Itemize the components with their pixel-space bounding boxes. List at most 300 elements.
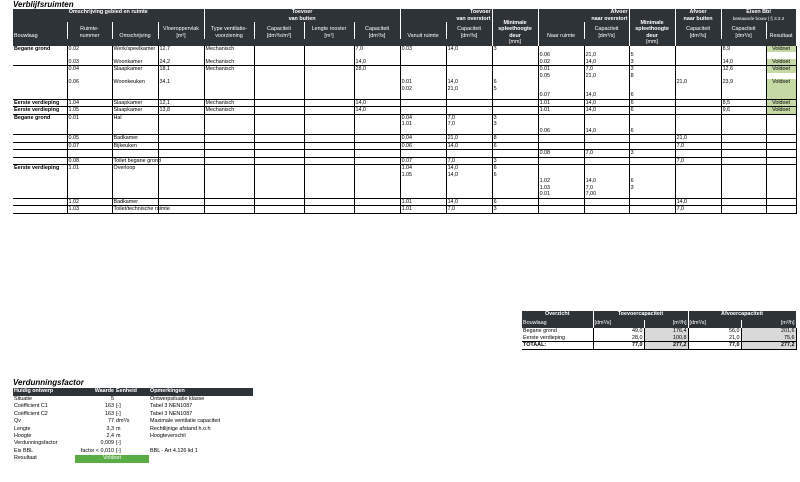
table-cell: 14,0 bbox=[584, 99, 629, 106]
table-cell bbox=[584, 135, 629, 143]
table-cell bbox=[492, 191, 538, 198]
header-eisen-bbl-sub: bestaande bouw | § 3.3.2 bbox=[732, 15, 785, 21]
table-cell: 7,0 bbox=[675, 206, 721, 214]
result-cell bbox=[766, 135, 796, 143]
table-cell: 24,2 bbox=[158, 59, 204, 66]
vf-cell: Hoogteverschil bbox=[150, 432, 186, 439]
table-cell bbox=[304, 165, 354, 172]
table-cell bbox=[446, 66, 492, 73]
table-cell: 7,0 bbox=[675, 142, 721, 150]
table-cell bbox=[13, 150, 67, 158]
table-cell: 1.01 bbox=[400, 121, 446, 128]
table-cell: Mechanisch bbox=[204, 46, 254, 53]
result-cell: Voldoet bbox=[766, 59, 796, 66]
table-cell bbox=[538, 135, 584, 143]
table-cell: 7,0 bbox=[584, 150, 629, 158]
table-cell: 14,0 bbox=[446, 79, 492, 86]
table-cell bbox=[254, 114, 304, 121]
table-cell: 14,0 bbox=[446, 172, 492, 179]
table-cell: 0.04 bbox=[67, 66, 112, 73]
table-cell bbox=[354, 128, 400, 135]
table-cell bbox=[400, 128, 446, 135]
table-cell bbox=[254, 66, 304, 73]
table-cell: Slaapkamer bbox=[112, 99, 158, 106]
table-cell bbox=[446, 191, 492, 198]
table-cell bbox=[400, 107, 446, 114]
table-cell bbox=[158, 165, 204, 172]
header-omschrijving: Omschrijving gebied en ruimte bbox=[13, 9, 204, 22]
table-cell bbox=[13, 198, 67, 206]
table-cell: Badkamer bbox=[112, 135, 158, 143]
vf-cell: Eis BBL bbox=[14, 447, 34, 454]
table-cell: 21,0 bbox=[675, 79, 721, 86]
table-cell: 8,9 bbox=[721, 46, 766, 53]
vf-cell: Tabel 3 NEN1087 bbox=[150, 403, 193, 410]
table-cell bbox=[204, 135, 254, 143]
table-cell: 0.07 bbox=[538, 92, 584, 99]
overzicht-total-label: TOTAAL: bbox=[522, 342, 593, 350]
table-cell bbox=[13, 66, 67, 73]
table-cell bbox=[354, 157, 400, 165]
table-cell bbox=[304, 66, 354, 73]
table-cell bbox=[721, 206, 766, 214]
table-row bbox=[13, 128, 796, 135]
table-cell bbox=[400, 99, 446, 106]
vf-cell: 5 bbox=[111, 396, 114, 402]
col-vanuit-ruimte: Vanuit ruimte bbox=[400, 22, 446, 39]
col-capaciteit-tb2: Capaciteit [dm³/s] bbox=[354, 22, 400, 39]
table-cell: 3 bbox=[492, 46, 538, 53]
col-spleet-ao-unit: [mm] bbox=[629, 39, 675, 46]
table-cell bbox=[629, 114, 675, 121]
table-cell bbox=[13, 206, 67, 214]
vf-cell: Qv bbox=[14, 418, 21, 425]
overzicht-sub-bouwlaag: Bouwlaag bbox=[522, 320, 593, 328]
header-eisen-bbl-title: Eisen Bbl bbox=[746, 9, 771, 15]
overzicht-total-cell: 277,2 bbox=[644, 342, 688, 350]
table-cell: Eerste verdieping bbox=[13, 165, 67, 172]
table-cell bbox=[675, 66, 721, 73]
vf-cell: Rechtlijnige afstand h.o.h bbox=[150, 425, 211, 432]
table-cell bbox=[584, 142, 629, 150]
vf-cell: BBL - Art 4.126 lid 1 bbox=[150, 447, 198, 454]
table-cell bbox=[13, 157, 67, 165]
vf-resultaat-value: Voldoet bbox=[75, 455, 149, 462]
table-cell: 3 bbox=[492, 121, 538, 128]
vf-cell: dm³/s bbox=[116, 418, 130, 425]
table-cell bbox=[675, 191, 721, 198]
table-cell bbox=[400, 150, 446, 158]
col-naar-ruimte: Naar ruimte bbox=[538, 22, 584, 39]
overzicht-cell: Begane grond bbox=[522, 328, 593, 335]
overzicht-sub-dm3s-2: [dm³/s] bbox=[688, 320, 741, 328]
table-cell bbox=[304, 150, 354, 158]
table-cell: 3 bbox=[492, 114, 538, 121]
table-cell bbox=[204, 206, 254, 214]
result-cell bbox=[766, 150, 796, 158]
vf-cell: [-] bbox=[116, 410, 121, 417]
overzicht-cell: 100,8 bbox=[644, 335, 688, 342]
table-cell bbox=[204, 198, 254, 206]
list-item bbox=[13, 440, 253, 447]
table-cell: 14,0 bbox=[354, 99, 400, 106]
overzicht-total-cell: 77,0 bbox=[593, 342, 644, 350]
table-cell bbox=[204, 142, 254, 150]
table-cell bbox=[354, 165, 400, 172]
table-cell: 28,0 bbox=[354, 66, 400, 73]
col-spleet-to-unit: [mm] bbox=[492, 39, 538, 46]
table-cell bbox=[675, 107, 721, 114]
overzicht-cell: 75,6 bbox=[741, 335, 796, 342]
table-cell: 21,0 bbox=[446, 86, 492, 93]
overzicht-total-row bbox=[522, 342, 796, 350]
table-cell bbox=[721, 198, 766, 206]
table-cell bbox=[254, 135, 304, 143]
table-row bbox=[13, 150, 796, 158]
table-cell bbox=[354, 135, 400, 143]
table-cell bbox=[158, 142, 204, 150]
table-cell bbox=[204, 128, 254, 135]
table-cell: 1.01 bbox=[538, 99, 584, 106]
table-cell: 5 bbox=[629, 52, 675, 59]
table-cell bbox=[112, 150, 158, 158]
table-cell: 1.02 bbox=[67, 198, 112, 206]
table-cell bbox=[675, 165, 721, 172]
table-cell: 0.01 bbox=[538, 191, 584, 198]
table-cell: Hal bbox=[112, 114, 158, 121]
table-cell bbox=[304, 157, 354, 165]
table-cell: 3 bbox=[492, 206, 538, 214]
table-cell bbox=[675, 114, 721, 121]
table-cell bbox=[721, 135, 766, 143]
table-cell: Slaapkamer bbox=[112, 107, 158, 114]
vf-cell: 163 bbox=[105, 403, 114, 410]
col-vloeroppervlak: Vloeroppervlak [m²] bbox=[158, 22, 204, 39]
table-cell: 0.05 bbox=[538, 73, 584, 80]
table-cell: 6 bbox=[629, 92, 675, 99]
table-cell: 14,0 bbox=[721, 59, 766, 66]
table-cell bbox=[584, 157, 629, 165]
vf-resultaat-label: Resultaat bbox=[14, 455, 37, 462]
table-cell bbox=[254, 206, 304, 214]
table-cell: 7,0 bbox=[675, 157, 721, 165]
table-cell bbox=[304, 142, 354, 150]
table-cell bbox=[67, 128, 112, 135]
vf-head-waarde: Waarde bbox=[75, 388, 115, 396]
overzicht-cell: 28,0 bbox=[593, 335, 644, 342]
table-cell: 0.08 bbox=[67, 157, 112, 165]
table-cell: Overloop bbox=[112, 165, 158, 172]
table-cell: 6 bbox=[629, 107, 675, 114]
table-cell: 8,5 bbox=[721, 99, 766, 106]
table-cell bbox=[446, 150, 492, 158]
table-cell bbox=[492, 107, 538, 114]
table-cell: 8 bbox=[492, 135, 538, 143]
table-cell bbox=[254, 165, 304, 172]
table-cell: 0.01 bbox=[67, 114, 112, 121]
table-cell: 13,8 bbox=[158, 107, 204, 114]
table-cell bbox=[304, 114, 354, 121]
col-capaciteit-ao: Capaciteit [dm³/s] bbox=[584, 22, 629, 39]
table-cell: 14,0 bbox=[584, 59, 629, 66]
table-cell bbox=[629, 198, 675, 206]
table-cell bbox=[721, 142, 766, 150]
table-cell: 0.01 bbox=[538, 66, 584, 73]
table-cell: 12,7 bbox=[158, 46, 204, 53]
table-cell: Begane grond bbox=[13, 114, 67, 121]
table-cell: Mechanisch bbox=[204, 66, 254, 73]
table-cell bbox=[538, 165, 584, 172]
vf-cell: 77 bbox=[108, 418, 114, 425]
table-cell: 0.04 bbox=[400, 135, 446, 143]
header-toevoer-buiten: Toevoer van buiten bbox=[204, 9, 400, 22]
table-cell bbox=[112, 128, 158, 135]
table-cell bbox=[721, 165, 766, 172]
table-cell: 6 bbox=[629, 128, 675, 135]
table-cell bbox=[354, 191, 400, 198]
table-cell: 21,0 bbox=[675, 135, 721, 143]
vf-cell: m bbox=[116, 432, 121, 439]
table-cell bbox=[158, 157, 204, 165]
table-cell bbox=[354, 198, 400, 206]
overzicht-cell: 201,6 bbox=[741, 328, 796, 335]
table-cell: Bijkeuken bbox=[112, 142, 158, 150]
table-cell bbox=[304, 128, 354, 135]
table-cell: 7,0 bbox=[446, 157, 492, 165]
vf-head-ontwerp: Huidig ontwerp bbox=[13, 388, 75, 396]
list-item bbox=[13, 426, 253, 433]
table-cell: 0.02 bbox=[538, 59, 584, 66]
table-cell bbox=[204, 157, 254, 165]
table-cell bbox=[304, 107, 354, 114]
table-cell: 23,9 bbox=[721, 79, 766, 86]
table-cell: 0.04 bbox=[400, 114, 446, 121]
table-cell: 8 bbox=[629, 73, 675, 80]
table-cell: 1.03 bbox=[67, 206, 112, 214]
list-item bbox=[13, 418, 253, 425]
table-row bbox=[13, 66, 796, 73]
header-afvoer-overstort: Afvoer naar overstort bbox=[538, 9, 629, 22]
table-cell bbox=[538, 206, 584, 214]
table-cell bbox=[721, 114, 766, 121]
vf-cell bbox=[149, 440, 253, 447]
table-cell bbox=[629, 135, 675, 143]
table-cell bbox=[254, 142, 304, 150]
table-cell bbox=[67, 191, 112, 198]
table-cell: 1.01 bbox=[538, 107, 584, 114]
table-cell: 14,0 bbox=[675, 198, 721, 206]
table-cell bbox=[629, 157, 675, 165]
table-cell bbox=[254, 99, 304, 106]
table-cell bbox=[254, 107, 304, 114]
col-capaciteit-ab: Capaciteit [dm³/s] bbox=[675, 22, 721, 39]
vf-cell: Coëfficient C2 bbox=[14, 410, 48, 417]
header-min-spleet-1: Minimale spleethoogte deur bbox=[492, 9, 538, 39]
table-cell bbox=[67, 150, 112, 158]
table-cell bbox=[721, 191, 766, 198]
header-toevoer-overstort: Toevoer van overstort bbox=[400, 9, 492, 22]
table-row bbox=[13, 135, 796, 143]
list-item bbox=[13, 411, 253, 418]
table-cell: 6 bbox=[629, 99, 675, 106]
vf-cell bbox=[115, 396, 149, 403]
table-row bbox=[13, 165, 796, 172]
vf-cell: Maximale ventilatie capaciteit bbox=[150, 418, 221, 425]
table-cell: Mechanisch bbox=[204, 107, 254, 114]
table-cell: 6 bbox=[492, 172, 538, 179]
table-cell bbox=[304, 191, 354, 198]
table-cell bbox=[584, 198, 629, 206]
table-cell bbox=[304, 99, 354, 106]
vf-cell: 2,4 bbox=[106, 432, 114, 439]
table-cell: 14,0 bbox=[354, 59, 400, 66]
overzicht-toevoer: Toevoercapaciteit bbox=[593, 311, 688, 320]
table-cell: 6 bbox=[492, 142, 538, 150]
table-cell: Slaapkamer bbox=[112, 66, 158, 73]
table-cell: 21,0 bbox=[584, 73, 629, 80]
overzicht-table bbox=[522, 311, 797, 350]
table-cell bbox=[158, 128, 204, 135]
table-cell: 14,0 bbox=[584, 178, 629, 185]
overzicht-cell: 49,0 bbox=[593, 328, 644, 335]
header-afvoer-buiten: Afvoer naar buiten bbox=[675, 9, 721, 22]
table-cell: 14,0 bbox=[354, 107, 400, 114]
table-row bbox=[13, 107, 796, 114]
table-cell bbox=[158, 191, 204, 198]
vf-cell: Lengte bbox=[14, 425, 31, 432]
col-type-ventilatie: Type ventilatie- voorziening bbox=[204, 22, 254, 39]
overzicht-title: Overzicht bbox=[522, 311, 593, 320]
table-cell bbox=[492, 150, 538, 158]
overzicht-sub-m3h-2: [m³/h] bbox=[741, 320, 796, 328]
vf-cell: [-] bbox=[116, 440, 121, 447]
col-ruimtenummer: Ruimte- nummer bbox=[67, 22, 112, 39]
page-title: Verblijfsruimten bbox=[13, 0, 74, 9]
header-eisen-bbl bbox=[721, 9, 796, 22]
table-cell bbox=[13, 142, 67, 150]
table-cell bbox=[721, 128, 766, 135]
table-cell: Toilet/technische ruimte bbox=[113, 206, 170, 212]
table-cell bbox=[584, 114, 629, 121]
list-item bbox=[13, 433, 253, 440]
table-cell: 1.04 bbox=[400, 165, 446, 172]
table-cell: 0.02 bbox=[400, 86, 446, 93]
header-min-spleet-2: Minimale spleethoogte deur bbox=[629, 9, 675, 39]
overzicht-sub-m3h-1: [m³/h] bbox=[644, 320, 688, 328]
table-cell: 0.07 bbox=[67, 142, 112, 150]
list-item bbox=[13, 403, 253, 410]
table-cell bbox=[675, 99, 721, 106]
table-cell: 7,0 bbox=[446, 121, 492, 128]
table-cell: 6 bbox=[492, 79, 538, 86]
table-cell bbox=[354, 150, 400, 158]
col-lengte-rooster: Lengte rooster [m¹] bbox=[304, 22, 354, 39]
table-cell bbox=[158, 135, 204, 143]
result-cell bbox=[766, 206, 796, 214]
table-cell bbox=[254, 128, 304, 135]
table-cell bbox=[400, 191, 446, 198]
table-cell: 1.01 bbox=[400, 198, 446, 206]
table-cell: 1.01 bbox=[400, 206, 446, 214]
table-cell: 7,0 bbox=[354, 46, 400, 53]
table-cell bbox=[721, 150, 766, 158]
table-cell: Woonkamer bbox=[112, 59, 158, 66]
table-cell: 14,0 bbox=[446, 165, 492, 172]
table-cell: 0.01 bbox=[400, 79, 446, 86]
vf-cell: [-] bbox=[116, 447, 121, 454]
overzicht-total-cell: 277,2 bbox=[741, 342, 796, 350]
result-cell: Voldoet bbox=[766, 46, 796, 53]
overzicht-total-cell: 77,0 bbox=[688, 342, 741, 350]
table-cell bbox=[721, 157, 766, 165]
table-cell: 6 bbox=[492, 198, 538, 206]
table-cell: 12,1 bbox=[158, 99, 204, 106]
result-cell bbox=[766, 165, 796, 172]
table-cell bbox=[204, 191, 254, 198]
vf-cell: Hoogte bbox=[14, 432, 32, 439]
table-cell bbox=[584, 165, 629, 172]
vf-cell: m bbox=[116, 425, 121, 432]
table-cell bbox=[629, 206, 675, 214]
vf-cell: Tabel 3 NEN1087 bbox=[150, 410, 193, 417]
table-cell bbox=[675, 128, 721, 135]
result-cell bbox=[766, 157, 796, 165]
table-cell: Mechanisch bbox=[204, 99, 254, 106]
overzicht-cell: 56,0 bbox=[688, 328, 741, 335]
result-cell bbox=[766, 191, 796, 198]
table-cell: 3 bbox=[629, 150, 675, 158]
table-cell: Begane grond bbox=[13, 46, 67, 53]
table-cell: 0.07 bbox=[400, 157, 446, 165]
vf-cell: Verdunningsfactor bbox=[14, 440, 58, 447]
vf-resultaat-row bbox=[13, 455, 253, 462]
vf-cell: Coëfficient C1 bbox=[14, 403, 48, 410]
table-cell: 14,0 bbox=[446, 46, 492, 53]
table-cell: 1.02 bbox=[538, 178, 584, 185]
table-cell: 21,0 bbox=[446, 135, 492, 143]
result-cell: Voldoet bbox=[766, 66, 796, 73]
table-cell bbox=[400, 66, 446, 73]
result-cell bbox=[766, 142, 796, 150]
table-cell: Woonkeuken bbox=[112, 79, 158, 86]
table-cell: 14,0 bbox=[446, 198, 492, 206]
table-row bbox=[13, 157, 796, 165]
overzicht-afvoer: Afvoercapaciteit bbox=[688, 311, 796, 320]
table-cell bbox=[158, 150, 204, 158]
table-cell: Mechanisch bbox=[204, 59, 254, 66]
vf-cell: factor < 0,010 bbox=[80, 447, 114, 454]
vf-cell: Situatie bbox=[14, 396, 32, 402]
table-cell: 0.06 bbox=[67, 79, 112, 86]
table-cell bbox=[204, 114, 254, 121]
vf-cell: [-] bbox=[116, 403, 121, 410]
vf-cell: Ontwerpsituatie klasse bbox=[150, 396, 205, 402]
list-item bbox=[13, 448, 253, 455]
table-cell: 1.05 bbox=[400, 172, 446, 179]
table-cell bbox=[629, 165, 675, 172]
table-cell: 0.08 bbox=[538, 150, 584, 158]
col-omschrijving: Omschrijving bbox=[112, 22, 158, 39]
table-cell: 14,0 bbox=[446, 142, 492, 150]
table-cell bbox=[446, 99, 492, 106]
table-cell: 7,0 bbox=[584, 66, 629, 73]
ventilation-table bbox=[13, 9, 797, 214]
table-row bbox=[13, 142, 796, 150]
verdunning-table bbox=[13, 388, 253, 463]
table-cell bbox=[492, 128, 538, 135]
table-cell: 18,1 bbox=[158, 66, 204, 73]
table-cell: 0.03 bbox=[67, 59, 112, 66]
